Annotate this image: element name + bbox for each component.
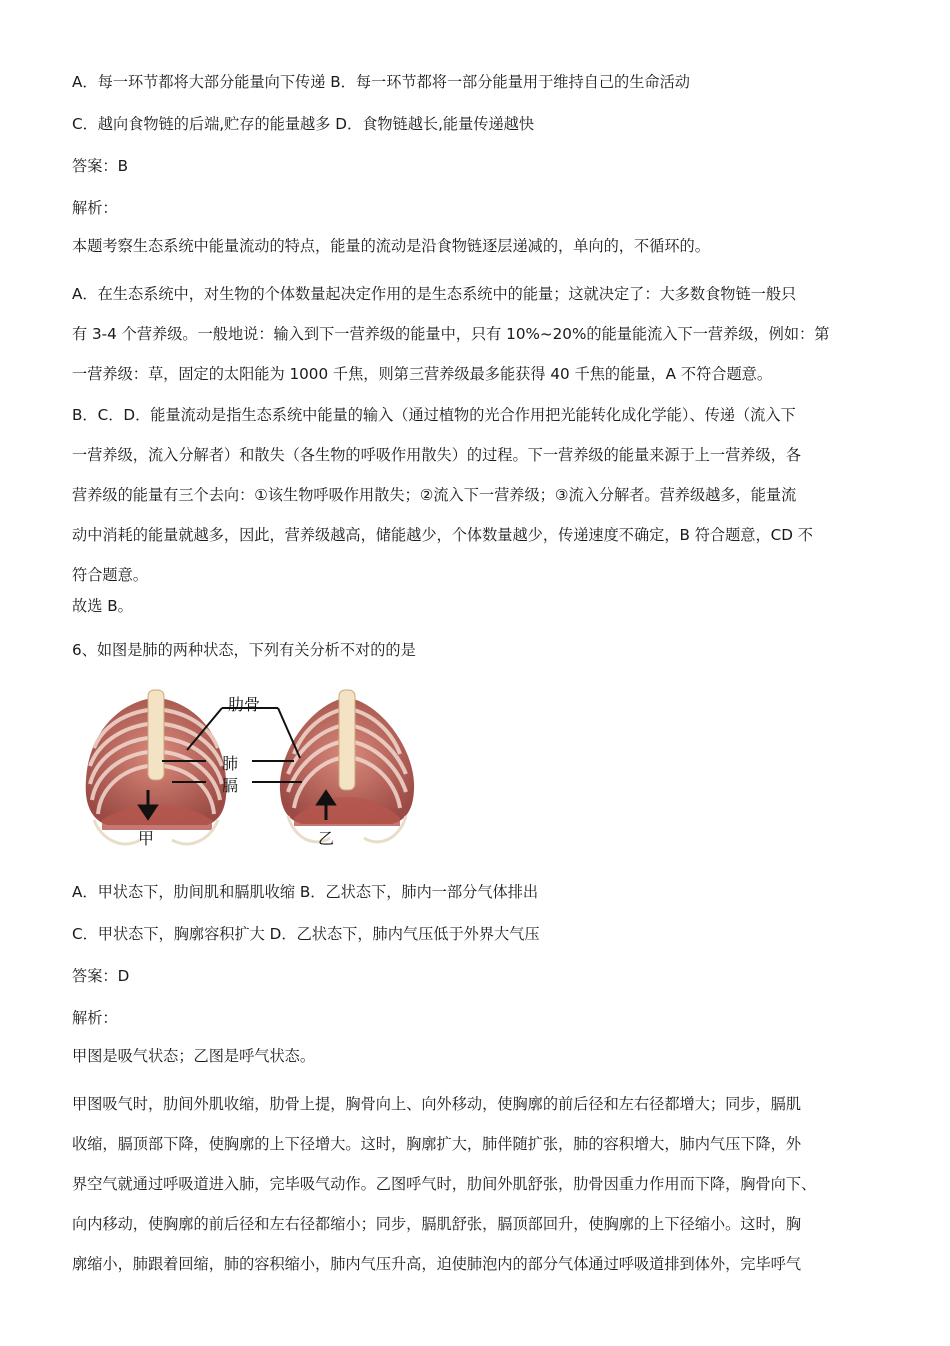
label-diaphragm: 膈	[222, 776, 239, 795]
q5-options-c-d: C．越向食物链的后端,贮存的能量越多 D．食物链越长,能量传递越快	[72, 115, 535, 133]
q6-analysis-summary: 甲图是吸气状态；乙图是呼气状态。	[72, 1047, 315, 1065]
text-line: 营养级的能量有三个去向：①该生物呼吸作用散失；②流入下一营养级；③流入分解者。营养级越多，能量流	[72, 486, 797, 504]
text-line: 廓缩小，肺跟着回缩，肺的容积缩小，肺内气压升高，迫使肺泡内的部分气体通过呼吸道排到体外，完毕呼气	[72, 1255, 801, 1273]
q5-answer: 答案：B	[72, 157, 128, 175]
q5-analysis-intro: 本题考察生态系统中能量流动的特点，能量的流动是沿食物链逐层递减的，单向的，不循环的。	[72, 237, 710, 255]
q6-analysis-label: 解析：	[72, 1009, 118, 1027]
thorax-jia-icon	[86, 690, 227, 844]
text-line: 收缩，膈顶部下降，使胸廓的上下径增大。这时，胸廓扩大，肺伴随扩张，肺的容积增大，肺内气压下降，外	[72, 1135, 801, 1153]
q6-stem: 6、如图是肺的两种状态，下列有关分析不对的的是	[72, 641, 416, 659]
q6-answer: 答案：D	[72, 967, 130, 985]
q6-options-c-d: C．甲状态下，胸廓容积扩大 D．乙状态下，肺内气压低于外界大气压	[72, 925, 540, 943]
q5-analysis-option-a	[72, 274, 829, 394]
text-line: 动中消耗的能量就越多，因此，营养级越高，储能越少，个体数量越少，传递速度不确定，B 符合题意，CD 不	[72, 526, 813, 544]
text-line: 向内移动，使胸廓的前后径和左右径都缩小；同步，膈肌舒张，膈顶部回升，使胸廓的上下径缩小。这时，胸	[72, 1215, 801, 1233]
label-lung: 肺	[222, 754, 239, 773]
label-rib: 肋骨	[228, 695, 261, 714]
q6-options-a-b: A．甲状态下，肋间肌和膈肌收缩 B．乙状态下，肺内一部分气体排出	[72, 883, 539, 901]
text-line: 界空气就通过呼吸道进入肺，完毕吸气动作。乙图呼气时，肋间外肌舒张，肋骨因重力作用而下降，胸骨向下、	[72, 1175, 817, 1193]
text-line: 一营养级，流入分解者）和散失（各生物的呼吸作用散失）的过程。下一营养级的能量来源于上一营养级，各	[72, 446, 801, 464]
q5-options-a-b: A．每一环节都将大部分能量向下传递 B．每一环节都将一部分能量用于维持自己的生命活动	[72, 73, 690, 91]
text-line: 一营养级：草，固定的太阳能为 1000 千焦，则第三营养级最多能获得 40 千焦的能量，A 不符合题意。	[72, 365, 773, 383]
label-jia: 甲	[138, 829, 155, 848]
text-line: 甲图吸气时，肋间外肌收缩，肋骨上提，胸骨向上、向外移动，使胸廓的前后径和左右径都增大；同步，膈肌	[72, 1095, 801, 1113]
text-line: B．C．D．能量流动是指生态系统中能量的输入（通过植物的光合作用把光能转化成化学能）、传递（流入下	[72, 406, 796, 424]
q5-analysis-label: 解析：	[72, 199, 118, 217]
thorax-yi-icon	[280, 690, 414, 842]
text-line: A．在生态系统中，对生物的个体数量起决定作用的是生态系统中的能量；这就决定了：大多数食物链一般只	[72, 285, 797, 303]
lung-states-figure	[82, 680, 422, 860]
text-line: 有 3-4 个营养级。一般地说：输入到下一营养级的能量中，只有 10%~20%的能量能流入下一营养级，例如：第	[72, 325, 830, 343]
label-yi: 乙	[318, 829, 335, 848]
q6-analysis-body	[72, 1084, 816, 1284]
q5-conclusion: 故选 B。	[72, 597, 133, 615]
text-line: 符合题意。	[72, 566, 148, 584]
q5-analysis-option-bcd	[72, 395, 813, 595]
